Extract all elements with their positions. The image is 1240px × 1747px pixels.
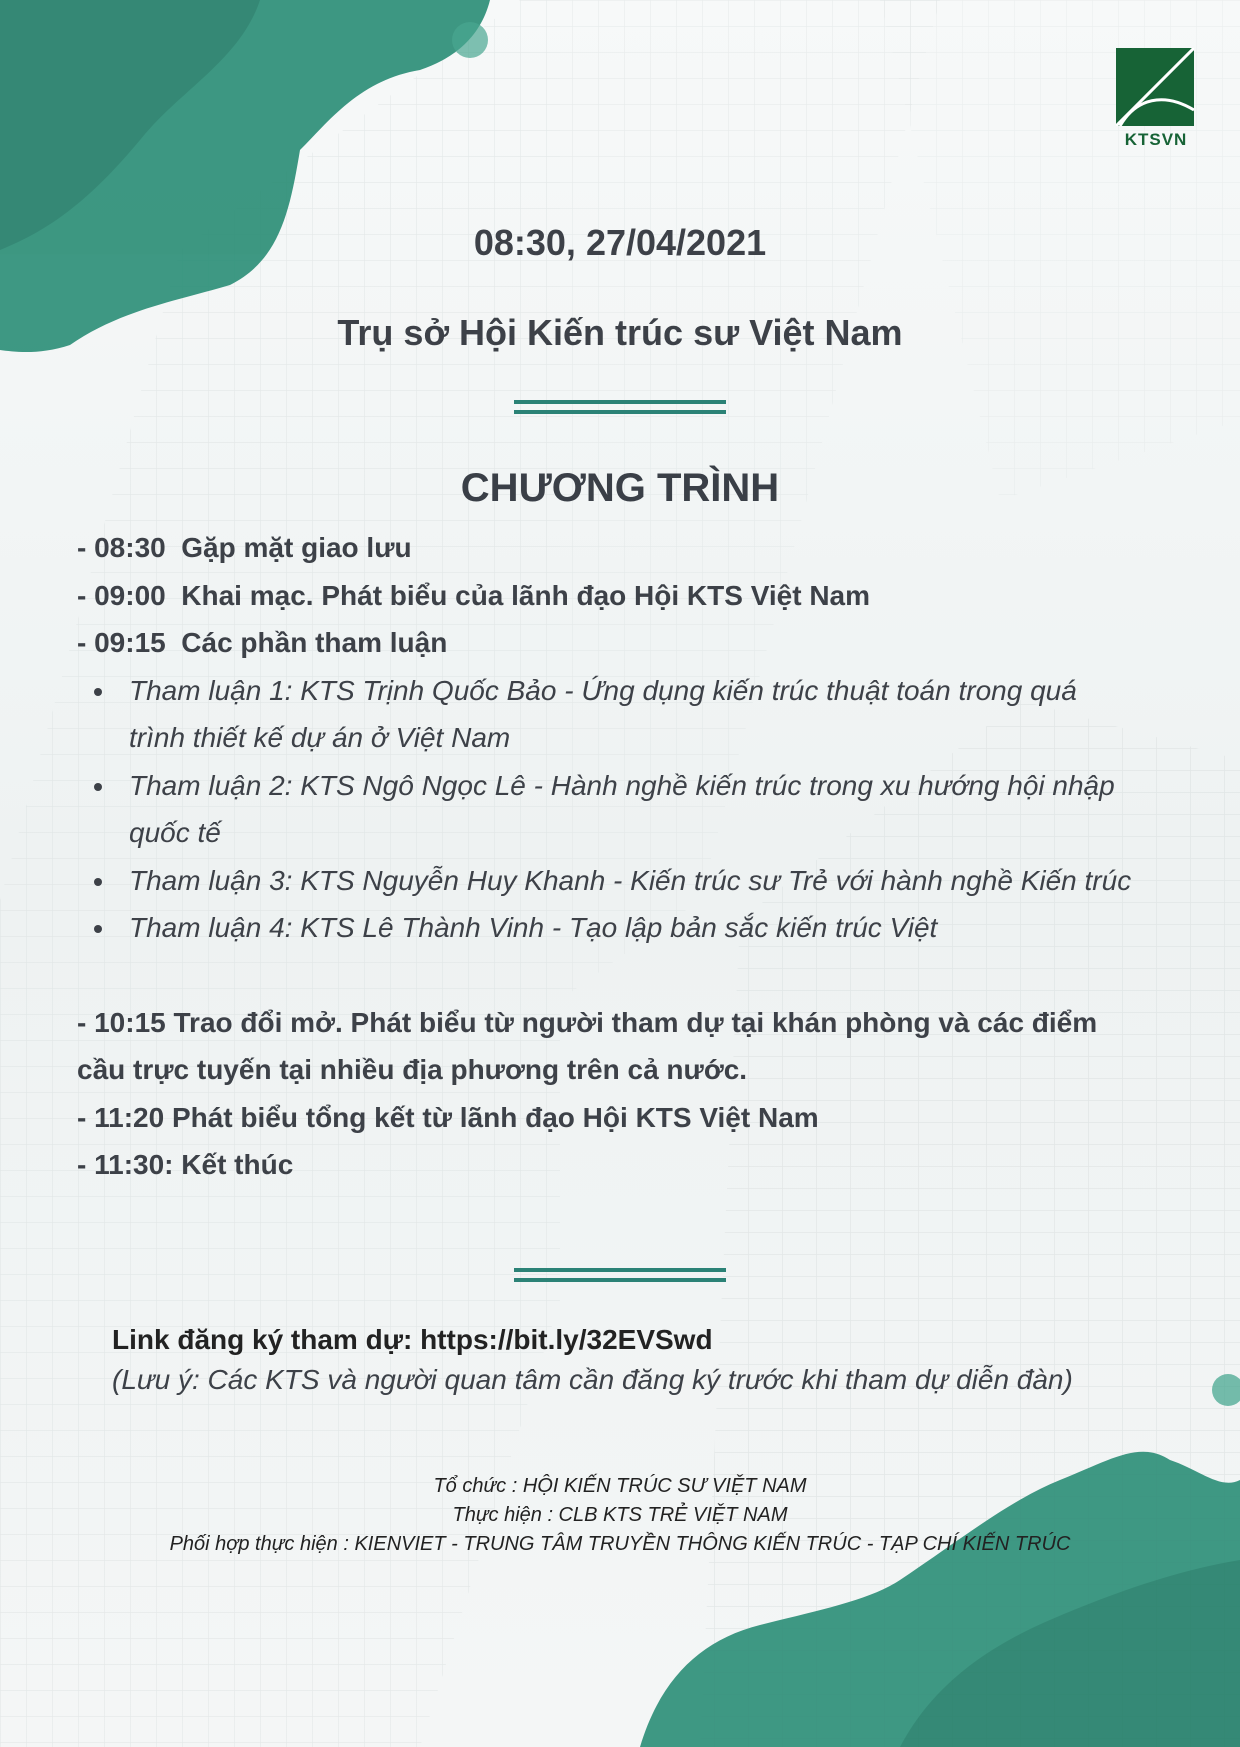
credit-partners: Phối hợp thực hiện : KIENVIET - TRUNG TÂM TRUYỀN THÔNG KIẾN TRÚC - TẠP CHÍ KIẾN TRÚC	[169, 1533, 1071, 1555]
registration-link[interactable]: Link đăng ký tham dự: https://bit.ly/32EVSwd	[112, 1324, 713, 1355]
talk-list	[77, 667, 1177, 952]
agenda-text-line: - 11:20 Phát biểu tổng kết từ lãnh đạo Hội KTS Việt Nam	[77, 1101, 819, 1133]
divider-top	[514, 400, 726, 414]
divider-bottom	[514, 1268, 726, 1282]
talk-text-line: Tham luận 1: KTS Trịnh Quốc Bảo - Ứng dụng kiến trúc thuật toán trong quá	[129, 674, 1077, 706]
registration-note: (Lưu ý: Các KTS và người quan tâm cần đăng ký trước khi tham dự diễn đàn)	[112, 1364, 1073, 1395]
agenda-time: - 08:30	[77, 532, 166, 563]
talk-text-line: Tham luận 3: KTS Nguyễn Huy Khanh - Kiến trúc sư Trẻ với hành nghề Kiến trúc	[129, 864, 1132, 896]
agenda-text-line: - 11:30: Kết thúc	[77, 1149, 294, 1180]
bullet-icon	[94, 878, 102, 886]
agenda-item	[77, 1141, 1177, 1189]
talk-item	[77, 904, 1177, 952]
registration-block	[112, 1320, 1162, 1400]
logo-text: KTSVN	[1124, 130, 1188, 149]
agenda	[77, 524, 1177, 1189]
program-title: CHƯƠNG TRÌNH	[460, 466, 780, 510]
event-venue: Trụ sở Hội Kiến trúc sư Việt Nam	[337, 312, 903, 353]
talk-item	[77, 762, 1177, 857]
agenda-item	[77, 619, 1177, 667]
talk-text-line: Tham luận 2: KTS Ngô Ngọc Lê - Hành nghề kiến trúc trong xu hướng hội nhập	[129, 769, 1115, 801]
event-datetime: 08:30, 27/04/2021	[473, 222, 767, 263]
ktsvn-logo	[1116, 48, 1196, 150]
agenda-item	[77, 524, 1177, 572]
bullet-icon	[94, 925, 102, 933]
agenda-text-line: cầu trực tuyến tại nhiều địa phương trên cả nước.	[77, 1054, 748, 1085]
agenda-item	[77, 1094, 1177, 1142]
spacer	[77, 952, 1177, 999]
agenda-text: Các phần tham luận	[181, 627, 448, 658]
credit-implementer: Thực hiện : CLB KTS TRẺ VIỆT NAM	[452, 1504, 788, 1526]
credits	[0, 1472, 1240, 1559]
agenda-item	[77, 999, 1177, 1094]
talk-text-line: trình thiết kế dự án ở Việt Nam	[129, 722, 511, 753]
bullet-icon	[94, 688, 102, 696]
talk-item	[77, 857, 1177, 905]
agenda-text: Gặp mặt giao lưu	[181, 532, 412, 563]
credit-organizer: Tổ chức : HỘI KIẾN TRÚC SƯ VIỆT NAM	[433, 1475, 807, 1497]
agenda-text-line: - 10:15 Trao đổi mở. Phát biểu từ người tham dự tại khán phòng và các điểm	[77, 1006, 1098, 1038]
agenda-time: - 09:15	[77, 627, 166, 658]
agenda-text: Khai mạc. Phát biểu của lãnh đạo Hội KTS Việt Nam	[181, 579, 871, 611]
agenda-item	[77, 572, 1177, 620]
agenda-time: - 09:00	[77, 579, 166, 611]
talk-text-line: Tham luận 4: KTS Lê Thành Vinh - Tạo lập bản sắc kiến trúc Việt	[129, 912, 938, 943]
ktsvn-logo-mark	[1116, 48, 1194, 126]
talk-text-line: quốc tế	[129, 817, 221, 848]
bullet-icon	[94, 783, 102, 791]
talk-item	[77, 667, 1177, 762]
